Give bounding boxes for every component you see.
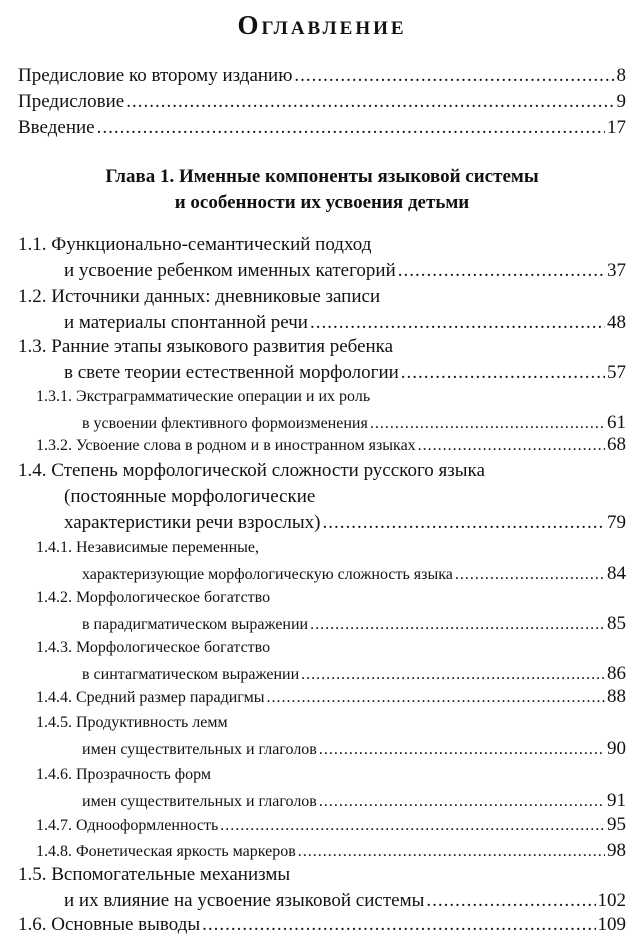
toc-entry-title-continued: и их влияние на усвоение языковой системы xyxy=(64,890,425,911)
toc-entry-1-3-2[interactable] xyxy=(0,432,644,458)
toc-page-number: 86 xyxy=(607,663,626,684)
leader-dots xyxy=(310,310,605,336)
toc-entry-number: 1.4.7. xyxy=(36,817,72,834)
chapter-heading-line-2: и особенности их усвоения детьми xyxy=(174,192,470,213)
toc-entry-title: Функционально-семантический подход xyxy=(51,234,372,255)
toc-entry-1-4-8[interactable] xyxy=(0,838,644,864)
toc-entry-title-continued: и материалы спонтанной речи xyxy=(64,312,308,333)
toc-entry-1-4-6[interactable] xyxy=(0,762,644,814)
toc-entry-title: Усвоение слова в родном и в иностранном языках xyxy=(76,437,416,454)
toc-entry-number: 1.5. xyxy=(18,864,47,885)
toc-entry-title-continued: (постоянные морфологические xyxy=(64,486,316,507)
leader-dots xyxy=(220,813,605,839)
toc-entry-title: Источники данных: дневниковые записи xyxy=(51,286,381,307)
toc-page-number: 91 xyxy=(607,790,626,811)
toc-entry-1-2[interactable] xyxy=(0,284,644,336)
toc-page-number: 48 xyxy=(607,312,626,333)
toc-entry-title: Морфологическое богатство xyxy=(76,639,271,656)
toc-entry-number: 1.3. xyxy=(18,336,47,357)
toc-entry-number: 1.4. xyxy=(18,460,47,481)
toc-entry-title: Прозрачность форм xyxy=(76,766,211,783)
toc-entry-title: Основные выводы xyxy=(51,914,201,935)
toc-page-number: 68 xyxy=(607,434,626,455)
toc-entry-number: 1.4.1. xyxy=(36,539,72,556)
leader-dots xyxy=(398,258,605,284)
leader-dots xyxy=(418,433,605,459)
toc-entry-title: Морфологическое богатство xyxy=(76,589,271,606)
toc-entry-1-4-2[interactable] xyxy=(0,585,644,637)
toc-entry-preface-second-edition[interactable] xyxy=(0,63,644,89)
toc-entry-title-continued: имен существительных и глаголов xyxy=(82,793,317,810)
toc-entry-number: 1.4.3. xyxy=(36,639,72,656)
toc-page-number: 61 xyxy=(607,412,626,433)
toc-entry-number: 1.4.4. xyxy=(36,689,72,706)
toc-entry-number: 1.6. xyxy=(18,914,47,935)
leader-dots xyxy=(97,115,605,141)
toc-entry-number: 1.2. xyxy=(18,286,47,307)
toc-entry-number: 1.1. xyxy=(18,234,47,255)
toc-page-number: 88 xyxy=(607,686,626,707)
toc-entry-title-continued: в усвоении флективного формоизменения xyxy=(82,415,368,432)
toc-entry-title: Введение xyxy=(18,117,95,138)
toc-entry-title: Независимые переменные, xyxy=(76,539,259,556)
toc-entry-number: 1.4.2. xyxy=(36,589,72,606)
toc-page-number: 57 xyxy=(607,362,626,383)
toc-entry-1-4-7[interactable] xyxy=(0,812,644,838)
leader-dots xyxy=(126,89,614,115)
leader-dots xyxy=(322,510,605,536)
toc-entry-title: Экстраграмматические операции и их роль xyxy=(76,388,371,405)
toc-entry-1-5[interactable] xyxy=(0,862,644,914)
toc-entry-1-4-5[interactable] xyxy=(0,710,644,762)
toc-entry-number: 1.4.5. xyxy=(36,714,72,731)
toc-entry-title: Предисловие ко второму изданию xyxy=(18,65,293,86)
toc-page-number: 102 xyxy=(597,890,626,911)
toc-page-number: 79 xyxy=(607,512,626,533)
toc-entry-1-4-3[interactable] xyxy=(0,635,644,687)
toc-entry-1-3-1[interactable] xyxy=(0,384,644,436)
toc-entry-title-continued: в свете теории естественной морфологии xyxy=(64,362,399,383)
toc-entry-title-continued: характеристики речи взрослых) xyxy=(64,512,321,533)
page-title: Оглавление xyxy=(237,10,407,40)
toc-entry-number: 1.3.2. xyxy=(36,437,72,454)
toc-page-number: 8 xyxy=(616,65,626,86)
toc-entry-title-continued: имен существительных и глаголов xyxy=(82,741,317,758)
toc-entry-title-continued: характеризующие морфологическую сложность языка xyxy=(82,566,453,583)
leader-dots xyxy=(202,912,595,938)
toc-entry-title: Предисловие xyxy=(18,91,125,112)
toc-entry-1-4[interactable] xyxy=(0,458,644,536)
toc-entry-1-4-4[interactable] xyxy=(0,684,644,710)
toc-page-number: 37 xyxy=(607,260,626,281)
toc-entry-1-4-1[interactable] xyxy=(0,535,644,587)
leader-dots xyxy=(267,685,605,711)
toc-entry-1-6[interactable] xyxy=(0,912,644,938)
toc-page-number: 95 xyxy=(607,814,626,835)
toc-entry-number: 1.4.6. xyxy=(36,766,72,783)
toc-entry-title: Ранние этапы языкового развития ребенка xyxy=(51,336,394,357)
toc-entry-preface[interactable] xyxy=(0,89,644,115)
toc-entry-1-1[interactable] xyxy=(0,232,644,284)
toc-page-number: 9 xyxy=(616,91,626,112)
toc-entry-title: Фонетическая яркость маркеров xyxy=(76,843,296,860)
toc-entry-title: Средний размер парадигмы xyxy=(76,689,265,706)
toc-entry-number: 1.4.8. xyxy=(36,843,72,860)
leader-dots xyxy=(401,360,605,386)
leader-dots xyxy=(294,63,614,89)
toc-entry-1-3[interactable] xyxy=(0,334,644,386)
toc-page-number: 85 xyxy=(607,613,626,634)
toc-page-number: 98 xyxy=(607,840,626,861)
toc-page-number: 17 xyxy=(607,117,626,138)
toc-entry-title-continued: в синтагматическом выражении xyxy=(82,666,300,683)
toc-entry-title: Продуктивность лемм xyxy=(76,714,228,731)
toc-entry-title: Однооформленность xyxy=(76,817,219,834)
toc-entry-title-continued: в парадигматическом выражении xyxy=(82,616,309,633)
toc-page-number: 109 xyxy=(597,914,626,935)
chapter-heading-line-1: Глава 1. Именные компоненты языковой системы xyxy=(105,166,539,187)
leader-dots xyxy=(319,737,605,763)
toc-entry-title-continued: и усвоение ребенком именных категорий xyxy=(64,260,396,281)
toc-page-number: 90 xyxy=(607,738,626,759)
leader-dots xyxy=(426,888,595,914)
toc-entry-title: Вспомогательные механизмы xyxy=(51,864,291,885)
toc-entry-introduction[interactable] xyxy=(0,115,644,141)
toc-page-number: 84 xyxy=(607,563,626,584)
toc-entry-number: 1.3.1. xyxy=(36,388,72,405)
toc-entry-title: Степень морфологической сложности русского языка xyxy=(51,460,485,481)
